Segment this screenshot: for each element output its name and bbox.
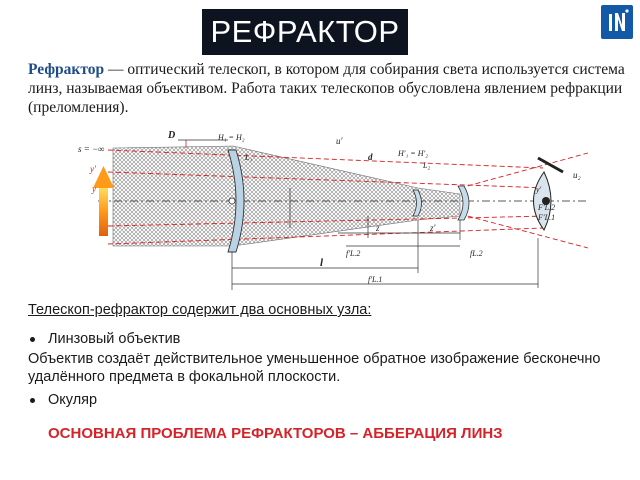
label-d: d [368,152,373,162]
university-logo [601,5,633,39]
label-y-eye: y′ [536,185,542,194]
label-L1: L₁ [245,153,253,162]
label-F-L2: F′L.2 [538,203,556,212]
bullet-objective: Линзовый объектив [28,330,640,348]
main-problem: ОСНОВНАЯ ПРОБЛЕМА РЕФРАКТОРОВ – АББЕРАЦИЯ ЛИНЗ [48,425,503,442]
label-D: D [168,130,176,141]
subheading: Телескоп-рефрактор содержит два основных узла: [28,302,372,318]
label-H-objective: H₁ = H₂ [218,133,245,142]
label-f-L2b: fL.2 [470,249,483,258]
label-z: z [376,223,380,233]
slide-title: РЕФРАКТОР [202,9,408,55]
label-H-eyepiece: H′₁ = H′₂ [398,149,429,158]
intro-text: — оптический телескоп, в котором для собирания света используется система линз, называемая объективом. Работа таких телескопов обусловлена явлением рефракции (преломления). [28,61,625,116]
label-F-L1: F′L.1 [538,213,556,222]
bullet-eyepiece: Окуляр [28,391,640,409]
label-u-prime: u′ [336,136,343,146]
label-f-L1: f′L.1 [368,275,383,284]
label-y: y [92,184,96,194]
label-y-prime: y′ [90,164,96,174]
label-l: l [320,257,324,269]
label-s-infinity: s = −∞ [78,144,105,154]
intro-paragraph [28,60,628,117]
label-L2: L₂ [423,161,431,170]
label-z-prime: z′ [430,223,436,233]
label-f-L2: f′L.2 [346,249,361,258]
refractor-diagram [68,128,608,298]
objective-description: Объектив создаёт действительное уменьшенное обратное изображение бесконечно удалённого предмета в фокальной плоскости. [28,351,601,385]
light-beam [113,146,460,246]
intro-term: Рефрактор [28,61,105,78]
label-u2: u₂ [573,170,581,180]
